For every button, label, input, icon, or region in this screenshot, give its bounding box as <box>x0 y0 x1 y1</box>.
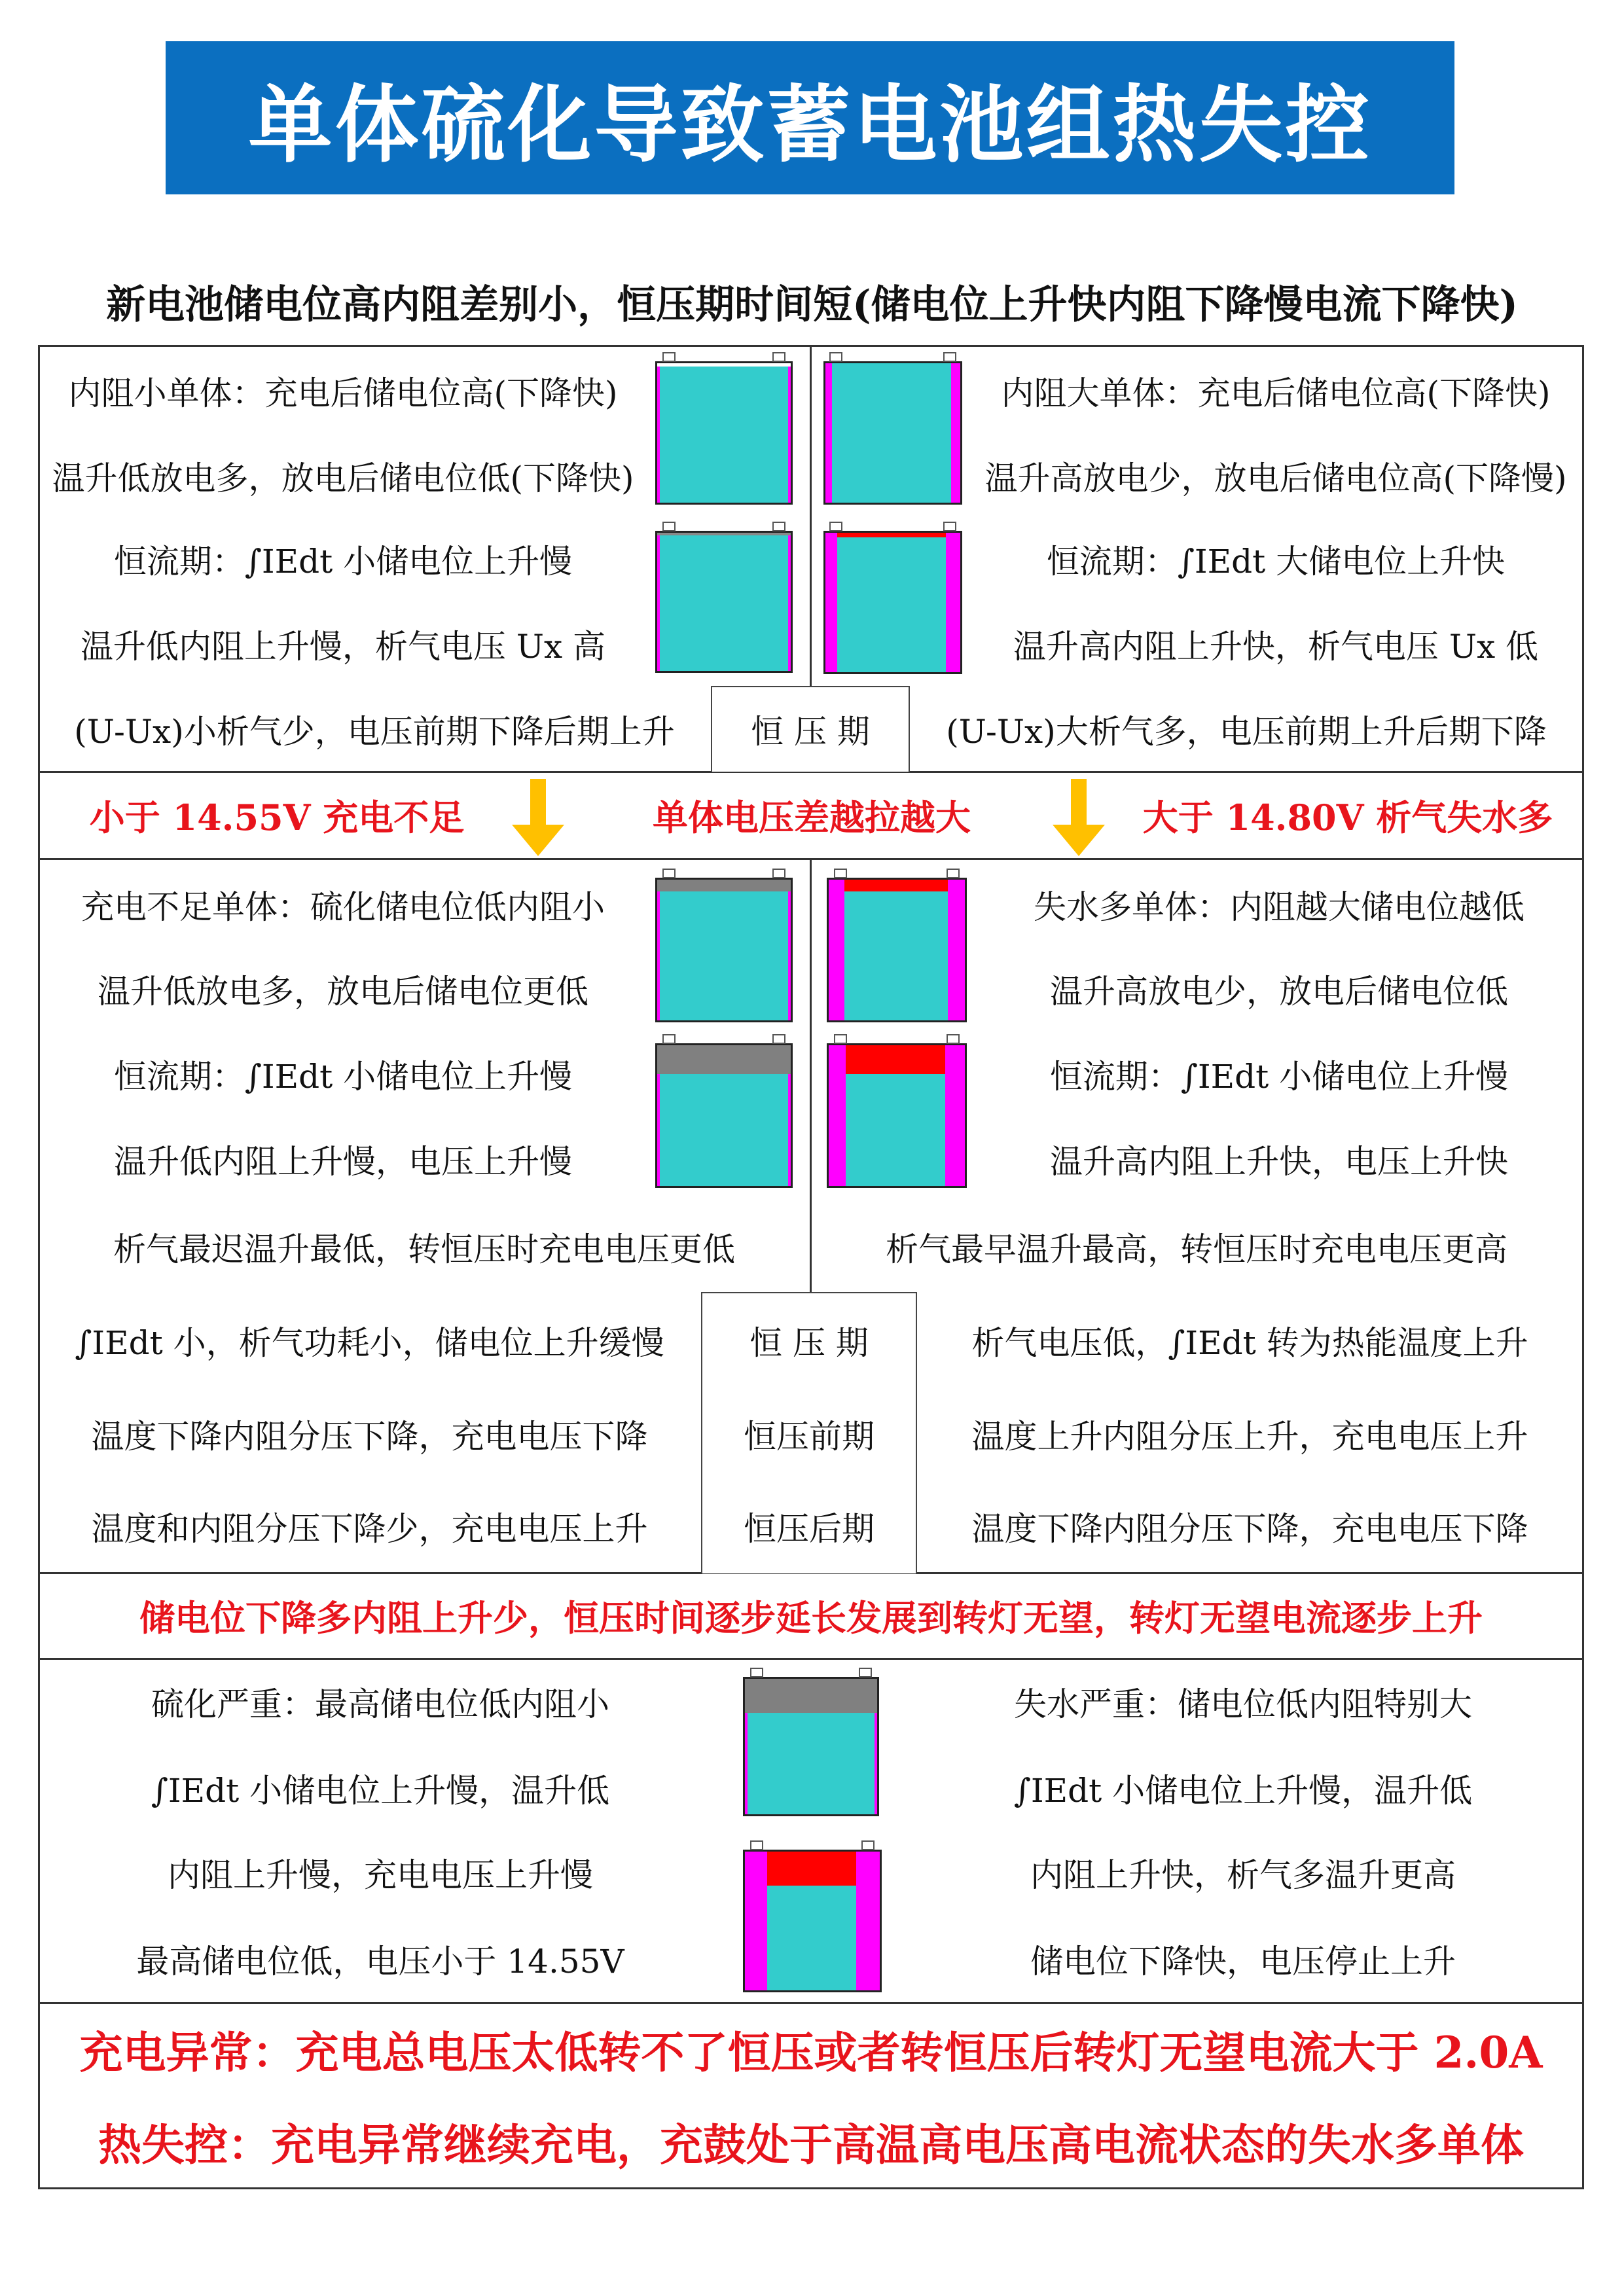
s1-right-2: 温升高放电少，放电后储电位高(下降慢) <box>984 459 1567 497</box>
center-divider <box>810 345 812 686</box>
down-arrow-icon <box>509 779 568 857</box>
s2-left-2: 温升低放电多，放电后储电位更低 <box>98 973 588 1011</box>
s3-left-1: 硫化严重：最高储电位低内阻小 <box>151 1685 609 1723</box>
divider <box>38 2002 1584 2004</box>
s3-left-2: ∫IEdt 小储电位上升慢，温升低 <box>151 1772 610 1810</box>
s2-center-1: 恒 压 期 <box>749 1324 869 1362</box>
s2-center-3: 恒压后期 <box>744 1510 875 1548</box>
battery-icon <box>823 531 962 674</box>
s3-right-1: 失水严重：储电位低内阻特别大 <box>1014 1685 1472 1723</box>
s2-right-6: 析气电压低，∫IEdt 转为热能温度上升 <box>971 1324 1528 1362</box>
battery-icon <box>655 1043 793 1188</box>
s2-left-4: 温升低内阻上升慢，电压上升慢 <box>114 1143 572 1181</box>
s3-left-4: 最高储电位低，电压小于 14.55V <box>136 1943 624 1981</box>
s3-right-4: 储电位下降快，电压停止上升 <box>1030 1943 1456 1981</box>
banner2: 储电位下降多内阻上升少，恒压时间逐步延长发展到转灯无望，转灯无望电流逐步上升 <box>139 1597 1483 1639</box>
down-arrow-icon <box>1049 779 1108 857</box>
s1-left-2: 温升低放电多，放电后储电位低(下降快) <box>52 459 634 497</box>
page-title: 单体硫化导致蓄电池组热失控 <box>166 41 1454 194</box>
battery-icon <box>743 1850 882 1992</box>
s2-left-1: 充电不足单体：硫化储电位低内阻小 <box>81 888 605 926</box>
s1-left-5: (U-Ux)小析气少，电压前期下降后期上升 <box>74 713 675 751</box>
s2-right-1: 失水多单体：内阻越大储电位越低 <box>1034 888 1525 926</box>
s1-left-4: 温升低内阻上升慢，析气电压 Ux 高 <box>80 628 606 666</box>
frame-bottom <box>38 2187 1584 2189</box>
s2-right-2: 温升高放电少，放电后储电位低 <box>1050 973 1508 1011</box>
divider <box>38 1658 1584 1660</box>
s2-right-7: 温度上升内阻分压上升，充电电压上升 <box>971 1418 1528 1456</box>
banner1-right: 大于 14.80V 析气失水多 <box>1142 797 1553 838</box>
subtitle: 新电池储电位高内阻差别小，恒压期时间短(储电位上升快内阻下降慢电流下降快) <box>106 282 1518 328</box>
s1-center: 恒 压 期 <box>751 713 870 751</box>
s2-left-6: ∫IEdt 小，析气功耗小，储电位上升缓慢 <box>75 1324 664 1362</box>
s1-right-4: 温升高内阻上升快，析气电压 Ux 低 <box>1013 628 1539 666</box>
footer-line-1: 充电异常：充电总电压太低转不了恒压或者转恒压后转灯无望电流大于 2.0A <box>79 2027 1543 2078</box>
s2-right-3: 恒流期：∫IEdt 小储电位上升慢 <box>1049 1058 1509 1096</box>
s2-right-4: 温升高内阻上升快，电压上升快 <box>1050 1143 1508 1181</box>
s1-left-1: 内阻小单体：充电后储电位高(下降快) <box>68 374 618 412</box>
battery-icon <box>655 531 793 673</box>
battery-icon <box>823 361 962 505</box>
s3-right-3: 内阻上升快，析气多温升更高 <box>1030 1856 1456 1894</box>
banner1-left: 小于 14.55V 充电不足 <box>89 797 465 838</box>
battery-icon <box>655 361 793 505</box>
s2-left-7: 温度下降内阻分压下降，充电电压下降 <box>91 1418 648 1456</box>
s1-left-3: 恒流期：∫IEdt 小储电位上升慢 <box>113 543 573 581</box>
s1-right-5: (U-Ux)大析气多，电压前期上升后期下降 <box>946 713 1547 751</box>
footer-line-2: 热失控：充电异常继续充电，充鼓处于高温高电压高电流状态的失水多单体 <box>98 2119 1524 2170</box>
s1-right-1: 内阻大单体：充电后储电位高(下降快) <box>1001 374 1551 412</box>
battery-icon <box>827 1043 967 1188</box>
battery-icon <box>655 878 793 1022</box>
s1-right-3: 恒流期：∫IEdt 大储电位上升快 <box>1046 543 1506 581</box>
battery-icon <box>827 878 967 1022</box>
s2-left-3: 恒流期：∫IEdt 小储电位上升慢 <box>113 1058 573 1096</box>
s2-left-8: 温度和内阻分压下降少，充电电压上升 <box>91 1510 648 1548</box>
s3-right-2: ∫IEdt 小储电位上升慢，温升低 <box>1013 1772 1473 1810</box>
s3-left-3: 内阻上升慢，充电电压上升慢 <box>168 1856 593 1894</box>
s2-left-5: 析气最迟温升最低，转恒压时充电电压更低 <box>113 1230 735 1268</box>
battery-icon <box>743 1677 879 1816</box>
s2-right-5: 析气最早温升最高，转恒压时充电电压更高 <box>886 1230 1507 1268</box>
banner1-center: 单体电压差越拉越大 <box>653 797 971 838</box>
s2-right-8: 温度下降内阻分压下降，充电电压下降 <box>971 1510 1528 1548</box>
s2-center-2: 恒压前期 <box>744 1418 875 1456</box>
